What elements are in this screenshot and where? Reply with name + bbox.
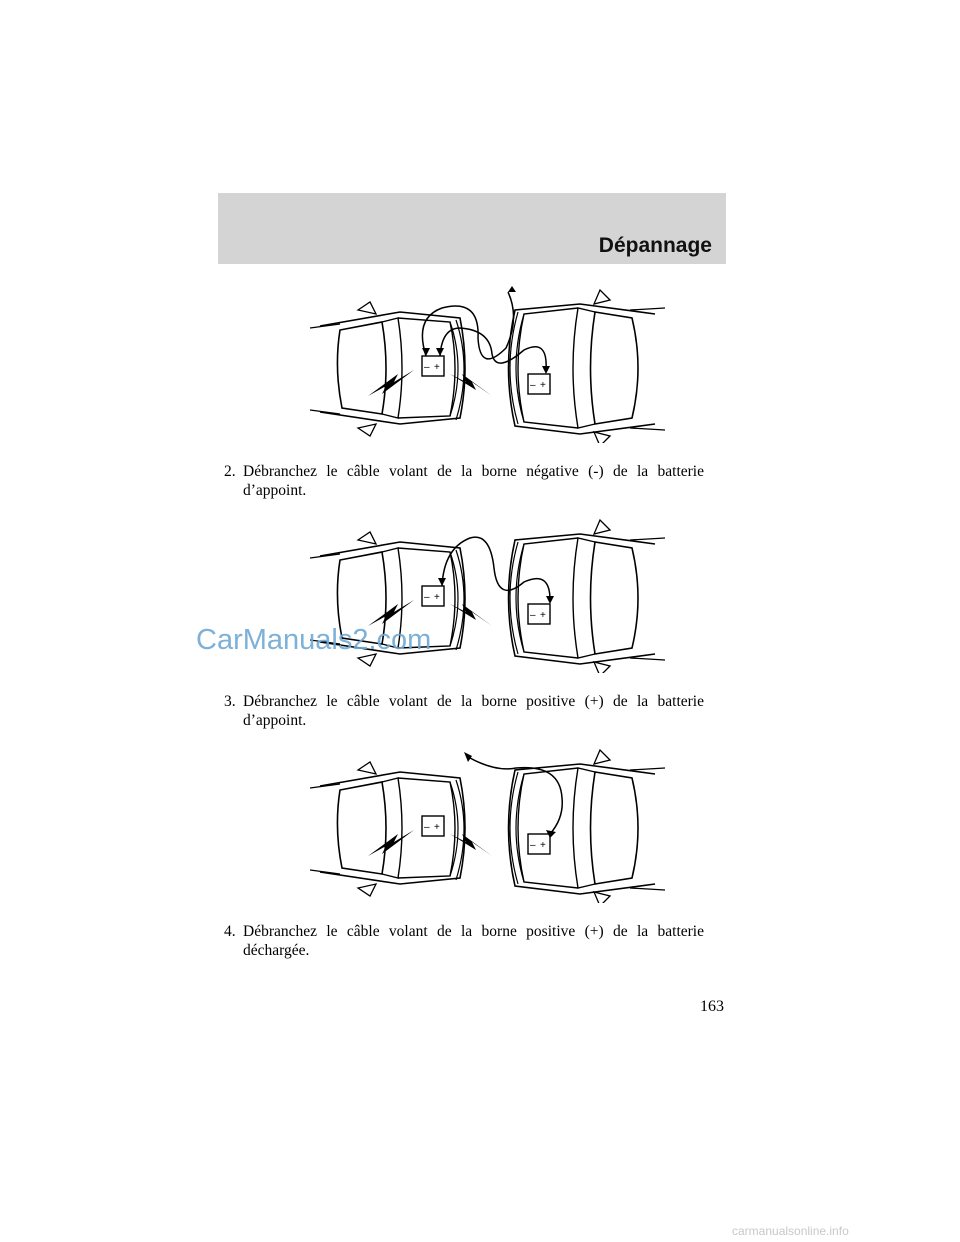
step-number: 4. [224,923,236,940]
jump-cable-figure-3 [310,738,665,903]
step-number: 3. [224,693,236,710]
section-title: Dépannage [598,234,712,257]
step-3 [224,692,704,730]
battery-plus-label: + [434,362,440,373]
step-text: Débranchez le câble volant de la borne positive (+) de la batterie déchargée. [243,923,704,959]
cars-diagram-3 [310,738,665,903]
battery-minus-label: – [530,610,536,621]
battery-minus-label: – [530,380,536,391]
step-number: 2. [224,463,236,480]
step-text: Débranchez le câble volant de la borne positive (+) de la batterie d’appoint. [243,693,704,729]
cars-diagram-1 [310,278,665,443]
step-text: Débranchez le câble volant de la borne négative (-) de la batterie d’appoint. [243,463,704,499]
battery-minus-label: – [424,362,430,373]
footer-watermark: carmanualsonline.info [732,1224,849,1238]
watermark: CarManuals2.com [196,624,432,656]
jump-cable-figure-1 [310,278,665,443]
battery-minus-label: – [424,822,430,833]
battery-plus-label: + [434,592,440,603]
battery-plus-label: + [540,840,546,851]
battery-minus-label: – [530,840,536,851]
battery-minus-label: – [424,592,430,603]
step-4 [224,922,704,960]
page-number: 163 [700,998,724,1015]
section-header-band [218,193,726,264]
battery-plus-label: + [540,380,546,391]
step-2 [224,462,704,500]
battery-plus-label: + [434,822,440,833]
battery-plus-label: + [540,610,546,621]
